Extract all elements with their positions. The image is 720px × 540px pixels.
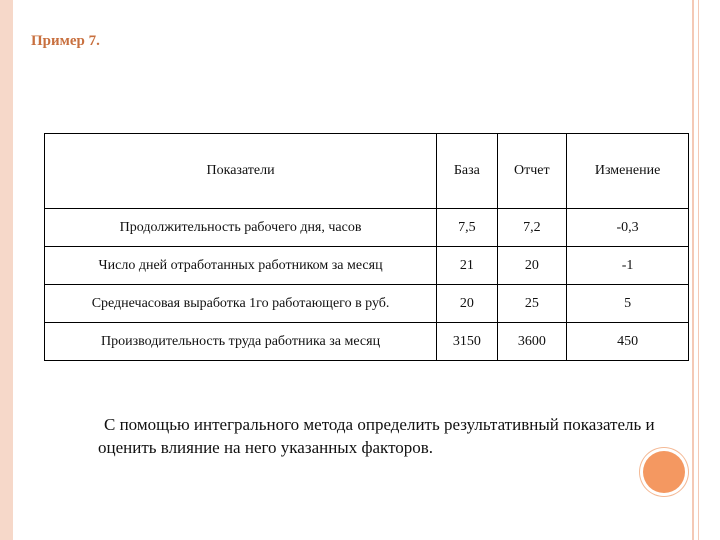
- cell-report: 7,2: [497, 209, 567, 247]
- cell-change: -1: [567, 247, 689, 285]
- cell-base: 7,5: [437, 209, 497, 247]
- decor-circle: [643, 451, 685, 493]
- right-decor-line: [692, 0, 694, 540]
- table-row: [45, 247, 689, 285]
- right-decor-line-inner: [698, 0, 699, 540]
- cell-change: 450: [567, 323, 689, 361]
- task-text-content: С помощью интегрального метода определить результативный показатель и оценить влияние на него указанных факторов.: [98, 415, 655, 457]
- cell-indicator: Производительность труда работника за месяц: [45, 323, 437, 361]
- task-text: [98, 413, 668, 459]
- cell-report: 20: [497, 247, 567, 285]
- cell-base: 21: [437, 247, 497, 285]
- cell-indicator: Число дней отработанных работником за месяц: [45, 247, 437, 285]
- table-row: [45, 323, 689, 361]
- cell-base: 20: [437, 285, 497, 323]
- cell-report: 25: [497, 285, 567, 323]
- table-row: [45, 209, 689, 247]
- cell-change: 5: [567, 285, 689, 323]
- cell-indicator: Среднечасовая выработка 1го работающего в руб.: [45, 285, 437, 323]
- header-report: Отчет: [497, 134, 567, 209]
- header-change: Изменение: [567, 134, 689, 209]
- table-header-row: [45, 134, 689, 209]
- slide-title: Пример 7.: [31, 33, 100, 49]
- header-indicators: Показатели: [45, 134, 437, 209]
- cell-indicator: Продолжительность рабочего дня, часов: [45, 209, 437, 247]
- indicators-table: [44, 133, 689, 361]
- table-row: [45, 285, 689, 323]
- cell-base: 3150: [437, 323, 497, 361]
- cell-change: -0,3: [567, 209, 689, 247]
- header-base: База: [437, 134, 497, 209]
- cell-report: 3600: [497, 323, 567, 361]
- left-decor-bar: [0, 0, 13, 540]
